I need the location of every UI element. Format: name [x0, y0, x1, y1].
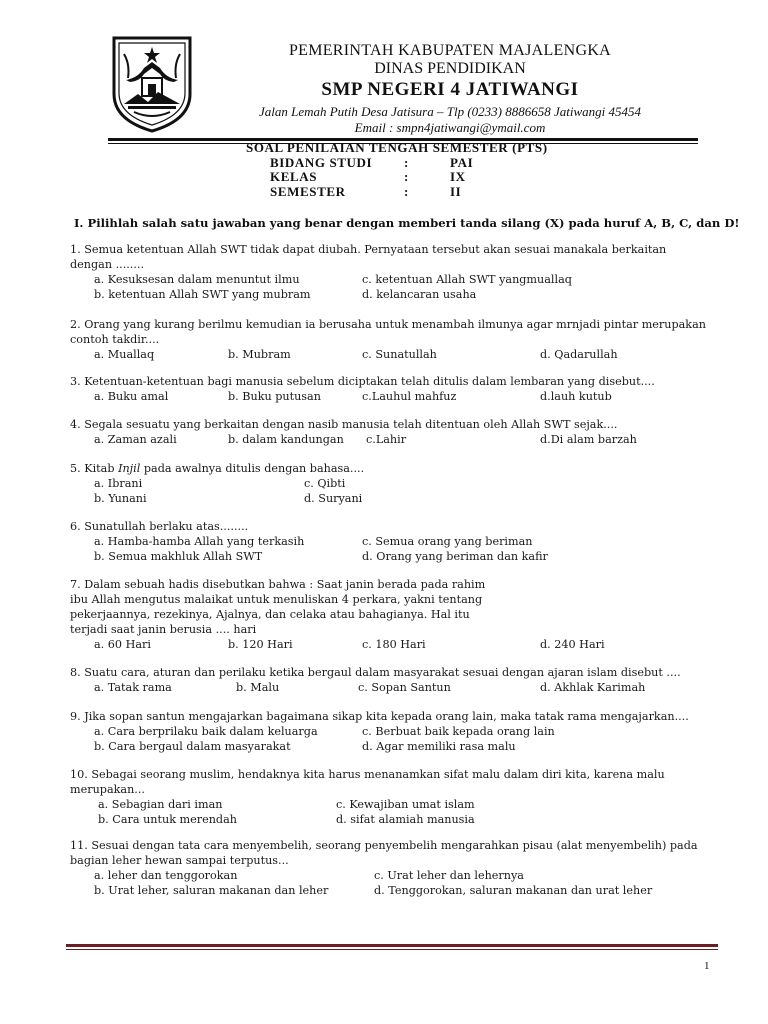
- info-colon: :: [404, 183, 409, 199]
- option: c. Kewajiban umat islam: [336, 798, 475, 811]
- option: b. Malu: [236, 681, 280, 694]
- option: b. dalam kandungan: [228, 433, 344, 446]
- info-key: KELAS: [270, 169, 318, 184]
- school-email: Email : smpn4jatiwangi@ymail.com: [354, 120, 546, 135]
- question-stem: 1. Semua ketentuan Allah SWT tidak dapat diubah. Pernyataan tersebut akan sesuai manakala berkaitan dengan ........: [70, 243, 667, 271]
- option: b. Cara untuk merendah: [98, 813, 237, 826]
- option: c. Semua orang yang beriman: [362, 535, 533, 548]
- option: d. Qadarullah: [540, 348, 618, 361]
- info-value: II: [450, 183, 462, 199]
- option: b. Urat leher, saluran makanan dan leher: [94, 884, 329, 897]
- question-stem: 10. Sebagai seorang muslim, hendaknya kita harus menanamkan sifat malu dalam diri kita, karena malu merupakan...: [70, 768, 665, 796]
- question-stem: 6. Sunatullah berlaku atas........: [70, 520, 249, 533]
- option: b. Cara bergaul dalam masyarakat: [94, 740, 291, 753]
- option: d.lauh kutub: [540, 390, 612, 403]
- question-stem: 7. Dalam sebuah hadis disebutkan bahwa : Saat janin berada pada rahim ibu Allah mengutus malaikat untuk menuliskan 4 perkara, yakni tentang pekerjaannya, rezekinya, Ajalnya, dan celaka atau bahagianya. Hal itu terjadi saat janin berusia .... hari: [70, 578, 486, 636]
- question-stem: [70, 461, 734, 476]
- question-item: [70, 665, 734, 694]
- option: c. Berbuat baik kepada orang lain: [362, 725, 555, 738]
- question-item: [70, 838, 734, 897]
- exam-info-row: [246, 170, 548, 185]
- option: c. ketentuan Allah SWT yangmuallaq: [362, 273, 572, 286]
- school-name: SMP NEGERI 4 JATIWANGI: [321, 79, 579, 100]
- department-name: DINAS PENDIDIKAN: [374, 60, 526, 77]
- option: d. kelancaran usaha: [362, 288, 477, 301]
- option: a. Kesuksesan dalam menuntut ilmu: [94, 273, 300, 286]
- option: d. Suryani: [304, 492, 363, 505]
- question-item: [70, 767, 734, 826]
- info-colon: :: [404, 154, 409, 170]
- exam-title: SOAL PENILAIAN TENGAH SEMESTER (PTS): [246, 140, 548, 155]
- option: d. 240 Hari: [540, 638, 605, 651]
- option: a. Buku amal: [94, 390, 169, 403]
- option: a. 60 Hari: [94, 638, 151, 651]
- question-item: [70, 242, 734, 301]
- footer-divider-thin: [66, 949, 718, 950]
- question-item: [70, 577, 734, 651]
- footer-divider: [66, 944, 718, 947]
- option: a. Hamba-hamba Allah yang terkasih: [94, 535, 305, 548]
- question-item: [70, 709, 734, 753]
- question-stem: 4. Segala sesuatu yang berkaitan dengan nasib manusia telah ditentuan oleh Allah SWT sejak....: [70, 418, 618, 431]
- option: c. Sunatullah: [362, 348, 437, 361]
- option: d. sifat alamiah manusia: [336, 813, 475, 826]
- option: a. Sebagian dari iman: [98, 798, 223, 811]
- option: a. Muallaq: [94, 348, 155, 361]
- option: b. Yunani: [94, 492, 147, 505]
- option: d. Agar memiliki rasa malu: [362, 740, 516, 753]
- exam-info: [246, 141, 548, 199]
- question-item: [70, 417, 734, 446]
- option: c. Sopan Santun: [358, 681, 451, 694]
- stem-italic-term: Injil: [118, 462, 141, 475]
- option: c.Lauhul mahfuz: [362, 390, 457, 403]
- option: c. Qibti: [304, 477, 346, 490]
- exam-info-row: [246, 185, 548, 200]
- section-instruction: I. Pilihlah salah satu jawaban yang benar dengan memberi tanda silang (X) pada huruf A, B, C, dan D!: [74, 216, 740, 230]
- option: d. Orang yang beriman dan kafir: [362, 550, 548, 563]
- government-name: PEMERINTAH KABUPATEN MAJALENGKA: [288, 42, 612, 59]
- exam-info-row: [246, 156, 548, 171]
- question-item: [70, 461, 734, 505]
- stem-text: pada awalnya ditulis dengan bahasa....: [140, 462, 365, 475]
- info-key: BIDANG STUDI: [270, 154, 373, 170]
- info-value: IX: [450, 169, 466, 184]
- option: b. Mubram: [228, 348, 291, 361]
- option: c.Lahir: [366, 433, 407, 446]
- option: b. ketentuan Allah SWT yang mubram: [94, 288, 311, 301]
- school-address: Jalan Lemah Putih Desa Jatisura – Tlp (0233) 8886658 Jatiwangi 45454: [258, 104, 642, 119]
- option: a. Ibrani: [94, 477, 143, 490]
- question-item: [70, 374, 734, 403]
- option: a. Zaman azali: [94, 433, 177, 446]
- option: d. Akhlak Karimah: [540, 681, 646, 694]
- question-item: [70, 519, 734, 563]
- question-stem: 8. Suatu cara, aturan dan perilaku ketika bergaul dalam masyarakat sesuai dengan ajaran islam disebut ....: [70, 666, 681, 679]
- option: d. Tenggorokan, saluran makanan dan urat leher: [374, 884, 653, 897]
- option: d.Di alam barzah: [540, 433, 637, 446]
- question-stem: 3. Ketentuan-ketentuan bagi manusia sebelum diciptakan telah ditulis dalam lembaran yang disebut....: [70, 375, 655, 388]
- page-number: 1: [704, 960, 710, 972]
- question-stem: 2. Orang yang kurang berilmu kemudian ia berusaha untuk menambah ilmunya agar mrnjadi pintar merupakan contoh takdir....: [70, 318, 706, 346]
- info-key: SEMESTER: [270, 183, 346, 199]
- info-value: PAI: [450, 154, 474, 170]
- option: a. leher dan tenggorokan: [94, 869, 238, 882]
- option: b. Semua makhluk Allah SWT: [94, 550, 263, 563]
- question-item: [70, 317, 734, 361]
- option: b. 120 Hari: [228, 638, 293, 651]
- option: b. Buku putusan: [228, 390, 321, 403]
- question-stem: 9. Jika sopan santun mengajarkan bagaimana sikap kita kepada orang lain, maka tatak rama mengajarkan....: [70, 710, 689, 723]
- option: a. Cara berprilaku baik dalam keluarga: [94, 725, 318, 738]
- info-colon: :: [404, 169, 409, 184]
- stem-text: 5. Kitab: [70, 462, 119, 475]
- regency-logo-icon: [108, 34, 196, 134]
- option: c. Urat leher dan lehernya: [374, 869, 524, 882]
- letterhead: [200, 42, 700, 135]
- question-stem: 11. Sesuai dengan tata cara menyembelih, seorang penyembelih mengarahkan pisau (alat menyembelih) pada bagian leher hewan sampai terputus...: [70, 839, 698, 867]
- option: c. 180 Hari: [362, 638, 426, 651]
- option: a. Tatak rama: [94, 681, 172, 694]
